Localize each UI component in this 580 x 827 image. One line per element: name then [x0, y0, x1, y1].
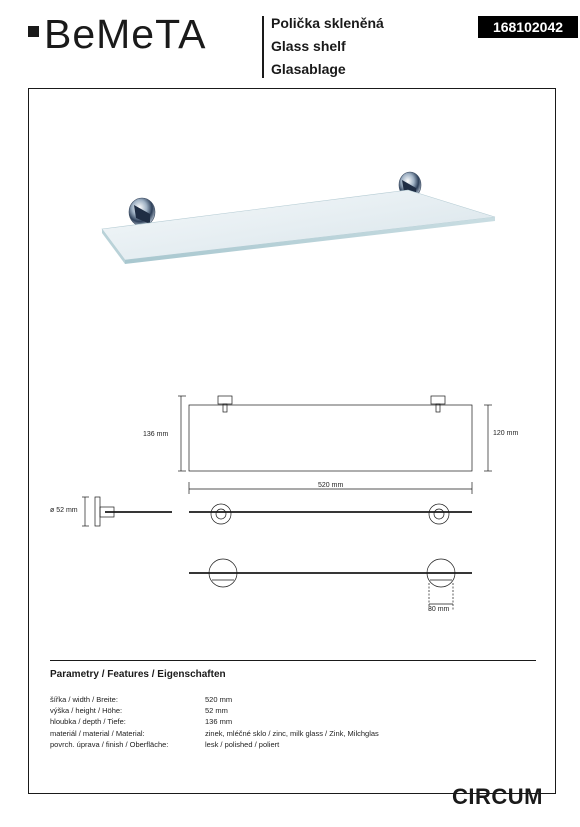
param-value-height: 52 mm [205, 706, 228, 715]
side-view [82, 497, 172, 526]
param-value-material: zinek, mléčné sklo / zinc, milk glass / Zink, Milchglas [205, 729, 379, 738]
params-heading: Parametry / Features / Eigenschaften [50, 669, 226, 680]
param-label-width: šířka / width / Breite: [50, 695, 118, 704]
param-label-height: výška / height / Höhe: [50, 706, 123, 715]
param-value-depth: 136 mm [205, 717, 233, 726]
param-value-finish: lesk / polished / poliert [205, 740, 280, 749]
bottom-view [189, 559, 472, 610]
dim-label-30: 30 mm [428, 606, 450, 613]
shelf-illustration [102, 172, 495, 264]
dim-label-520: 520 mm [318, 482, 344, 489]
param-label-material: materiál / material / Material: [50, 729, 145, 738]
title-german: Glasablage [271, 61, 346, 77]
param-value-width: 520 mm [205, 695, 233, 704]
series-name: CIRCUM [452, 784, 543, 809]
param-label-finish: povrch. úprava / finish / Oberfläche: [50, 740, 169, 749]
params-divider [50, 660, 536, 661]
param-label-depth: hloubka / depth / Tiefe: [50, 717, 126, 726]
front-view [178, 396, 492, 494]
dim-label-136: 136 mm [143, 431, 169, 438]
title-czech: Polička skleněná [271, 15, 384, 31]
title-english: Glass shelf [271, 38, 346, 54]
top-view [189, 504, 472, 524]
dim-label-120: 120 mm [493, 430, 519, 437]
dim-label-diameter: ø 52 mm [50, 507, 78, 514]
brand-name: BeMeTA [44, 11, 207, 57]
product-code-badge: 168102042 [478, 16, 578, 38]
